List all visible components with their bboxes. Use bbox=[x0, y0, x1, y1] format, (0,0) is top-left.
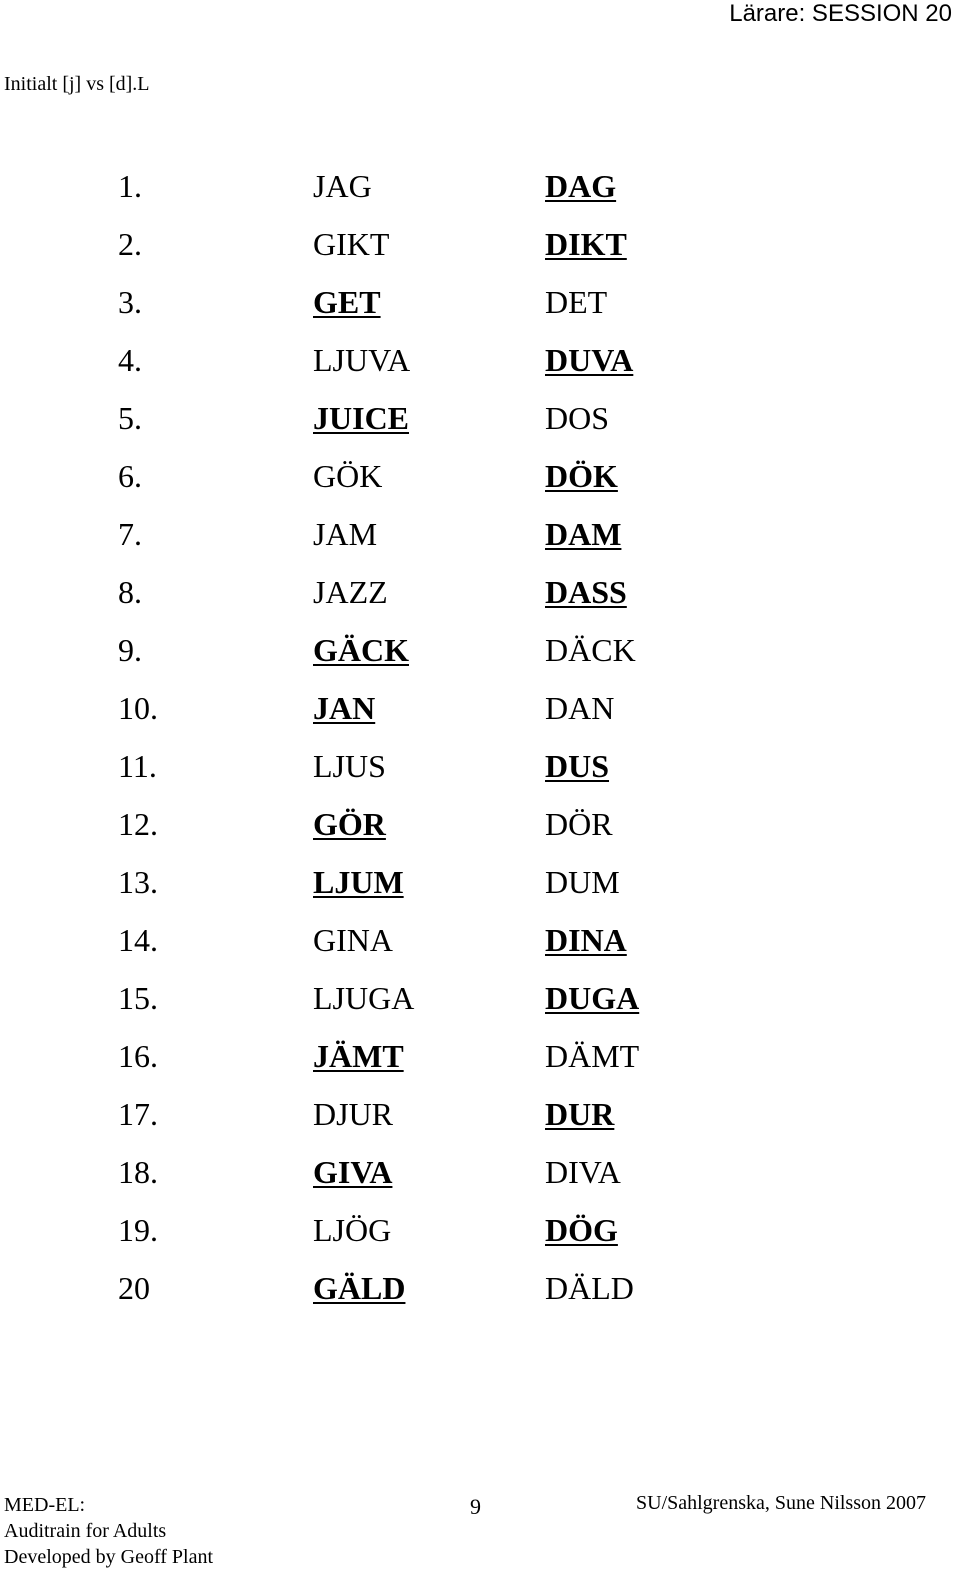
word-pair-row bbox=[0, 862, 960, 920]
word-pair-row bbox=[0, 1036, 960, 1094]
word-j-column: LJUM bbox=[313, 864, 404, 900]
word-pair-row bbox=[0, 920, 960, 978]
word-j-column: JAN bbox=[313, 690, 376, 726]
word-pair-row bbox=[0, 340, 960, 398]
row-number: 1. bbox=[118, 168, 142, 204]
word-j-column: DJUR bbox=[313, 1096, 394, 1132]
word-j-column: LJUVA bbox=[313, 342, 411, 378]
word-j-column: GIKT bbox=[313, 226, 390, 262]
word-d-column: DOS bbox=[545, 400, 610, 436]
word-j-column: GIVA bbox=[313, 1154, 393, 1190]
word-d-column: DASS bbox=[545, 574, 627, 610]
footer-credit-line: Auditrain for Adults bbox=[4, 1520, 167, 1542]
row-number: 18. bbox=[118, 1154, 158, 1190]
row-number: 13. bbox=[118, 864, 158, 900]
word-pair-row bbox=[0, 1094, 960, 1152]
word-pair-row bbox=[0, 978, 960, 1036]
row-number: 7. bbox=[118, 516, 142, 552]
word-d-column: DÖK bbox=[545, 458, 618, 494]
word-d-column: DÄMT bbox=[545, 1038, 640, 1074]
page-footer bbox=[0, 1490, 960, 1584]
word-j-column: JÄMT bbox=[313, 1038, 404, 1074]
word-j-column: JUICE bbox=[313, 400, 410, 436]
word-j-column: LJUGA bbox=[313, 980, 415, 1016]
word-pair-row bbox=[0, 688, 960, 746]
word-d-column: DUS bbox=[545, 748, 610, 784]
word-j-column: JAG bbox=[313, 168, 372, 204]
word-d-column: DÖG bbox=[545, 1212, 618, 1248]
row-number: 19. bbox=[118, 1212, 158, 1248]
word-pair-row bbox=[0, 398, 960, 456]
word-pair-row bbox=[0, 1210, 960, 1268]
row-number: 6. bbox=[118, 458, 142, 494]
page-number: 9 bbox=[470, 1494, 481, 1519]
word-pair-row bbox=[0, 630, 960, 688]
word-pair-row bbox=[0, 456, 960, 514]
word-j-column: GINA bbox=[313, 922, 393, 958]
footer-credits bbox=[4, 1492, 213, 1570]
word-j-column: JAM bbox=[313, 516, 378, 552]
word-d-column: DIVA bbox=[545, 1154, 621, 1190]
word-j-column: LJUS bbox=[313, 748, 386, 784]
word-d-column: DAG bbox=[545, 168, 617, 204]
word-j-column: GÄLD bbox=[313, 1270, 406, 1306]
word-j-column: JAZZ bbox=[313, 574, 388, 610]
word-pair-row bbox=[0, 166, 960, 224]
row-number: 9. bbox=[118, 632, 142, 668]
footer-credit-line: Developed by Geoff Plant bbox=[4, 1546, 214, 1568]
word-pair-row bbox=[0, 282, 960, 340]
word-j-column: GÖR bbox=[313, 806, 386, 842]
row-number: 16. bbox=[118, 1038, 158, 1074]
row-number: 4. bbox=[118, 342, 142, 378]
word-pair-row bbox=[0, 1268, 960, 1326]
word-pair-row bbox=[0, 804, 960, 862]
row-number: 15. bbox=[118, 980, 158, 1016]
row-number: 14. bbox=[118, 922, 158, 958]
row-number: 2. bbox=[118, 226, 142, 262]
word-d-column: DAN bbox=[545, 690, 615, 726]
footer-credit-line: MED-EL: bbox=[4, 1494, 86, 1516]
word-pair-row bbox=[0, 514, 960, 572]
footer-institution: SU/Sahlgrenska, Sune Nilsson 2007 bbox=[636, 1492, 926, 1514]
word-d-column: DUM bbox=[545, 864, 620, 900]
word-d-column: DAM bbox=[545, 516, 622, 552]
row-number: 8. bbox=[118, 574, 142, 610]
row-number: 3. bbox=[118, 284, 142, 320]
word-d-column: DIKT bbox=[545, 226, 627, 262]
word-j-column: GÄCK bbox=[313, 632, 409, 668]
row-number: 12. bbox=[118, 806, 158, 842]
word-j-column: LJÖG bbox=[313, 1212, 392, 1248]
word-d-column: DÄLD bbox=[545, 1270, 634, 1306]
word-j-column: GÖK bbox=[313, 458, 383, 494]
word-j-column: GET bbox=[313, 284, 381, 320]
word-d-column: DUR bbox=[545, 1096, 615, 1132]
word-d-column: DUVA bbox=[545, 342, 634, 378]
row-number: 20 bbox=[118, 1270, 150, 1306]
word-pair-row bbox=[0, 572, 960, 630]
word-d-column: DUGA bbox=[545, 980, 640, 1016]
word-d-column: DÖR bbox=[545, 806, 613, 842]
exercise-subtitle: Initialt [j] vs [d].L bbox=[4, 73, 150, 95]
session-label: Lärare: SESSION 20 bbox=[729, 0, 952, 27]
row-number: 11. bbox=[118, 748, 157, 784]
row-number: 5. bbox=[118, 400, 142, 436]
word-pair-row bbox=[0, 1152, 960, 1210]
word-d-column: DINA bbox=[545, 922, 627, 958]
row-number: 17. bbox=[118, 1096, 158, 1132]
word-pair-list bbox=[0, 166, 960, 1326]
word-pair-row bbox=[0, 224, 960, 282]
word-d-column: DET bbox=[545, 284, 608, 320]
word-d-column: DÄCK bbox=[545, 632, 636, 668]
word-pair-row bbox=[0, 746, 960, 804]
row-number: 10. bbox=[118, 690, 158, 726]
